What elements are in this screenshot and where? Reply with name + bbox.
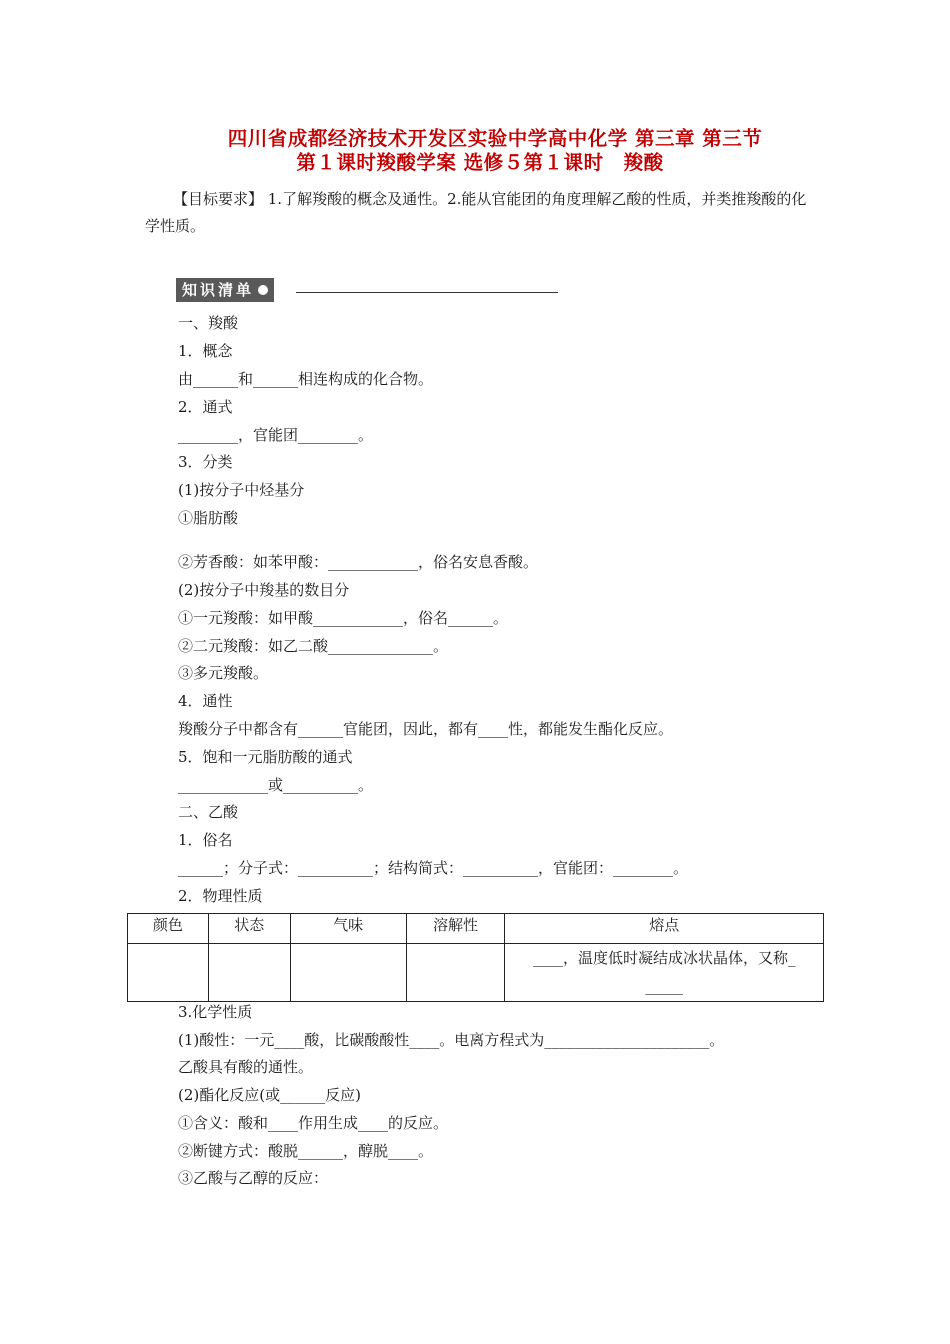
subitem: ③多元羧酸。 [178,664,269,682]
fill-in-blank: ②断键方式：酸脱______，醇脱____。 [178,1142,434,1160]
table-cell [128,944,209,1002]
fill-in-blank: ①一元羧酸：如甲酸____________，俗名______。 [178,609,509,627]
item-chemical-properties: 3.化学性质 [178,1003,253,1021]
subitem: (2)按分子中羧基的数目分 [178,581,350,599]
item-physical-properties: 2．物理性质 [178,887,263,905]
document-title-line1: 四川省成都经济技术开发区实验中学高中化学 第三章 第三节 [227,127,763,150]
item-common-name: 1．俗名 [178,831,233,849]
table-header: 熔点 [505,914,824,944]
subitem: (1)按分子中烃基分 [178,481,305,499]
fill-in-blank: ______；分子式：__________；结构简式：__________，官能团：________。 [178,859,689,877]
banner-divider [296,292,558,293]
subitem: ①脂肪酸 [178,509,239,527]
table-header: 气味 [290,914,406,944]
text-line: 乙酸具有酸的通性。 [178,1058,314,1076]
heading-acetic-acid: 二、乙酸 [178,803,239,821]
table-cell [290,944,406,1002]
fill-in-blank: ________，官能团________。 [178,426,374,444]
item-saturated-formula: 5．饱和一元脂肪酸的通式 [178,748,353,766]
item-concept: 1．概念 [178,342,233,360]
subitem: ③乙酸与乙醇的反应： [178,1169,329,1187]
fill-in-blank: ②二元羧酸：如乙二酸______________。 [178,637,449,655]
table-header: 溶解性 [406,914,505,944]
learning-goals: 【目标要求】 1.了解羧酸的概念及通性。2.能从官能团的角度理解乙酸的性质，并类推羧酸的化学性质。 [145,190,807,235]
fill-in-blank: 由______和______相连构成的化合物。 [178,370,434,388]
fill-in-blank: ②芳香酸：如苯甲酸：____________，俗名安息香酸。 [178,553,539,571]
fill-in-blank: (1)酸性：一元____酸，比碳酸酸性____。电离方程式为______________________。 [178,1031,725,1049]
table-cell [406,944,505,1002]
item-classification: 3．分类 [178,453,233,471]
table-header: 颜色 [128,914,209,944]
physical-properties-table [127,913,824,1002]
document-title-line2: 第１课时羧酸学案 选修５第１课时 羧酸 [296,151,664,174]
item-common-properties: 4．通性 [178,692,233,710]
section-banner [176,277,274,302]
fill-in-blank: (2)酯化反应(或______反应) [178,1086,361,1104]
fill-in-blank: ____________或__________。 [178,776,374,794]
heading-carboxylic-acid: 一、羧酸 [178,314,239,332]
table-cell [208,944,290,1002]
bullet-dot-icon [258,285,268,295]
item-general-formula: 2．通式 [178,398,233,416]
fill-in-blank: 羧酸分子中都含有______官能团，因此，都有____性，都能发生酯化反应。 [178,720,674,738]
table-header: 状态 [208,914,290,944]
fill-in-blank: ①含义：酸和____作用生成____的反应。 [178,1114,449,1132]
section-banner-label: 知识清单 [182,280,255,299]
table-cell-melting-point: ____，温度低时凝结成冰状晶体，又称_ _____ [505,944,824,1002]
